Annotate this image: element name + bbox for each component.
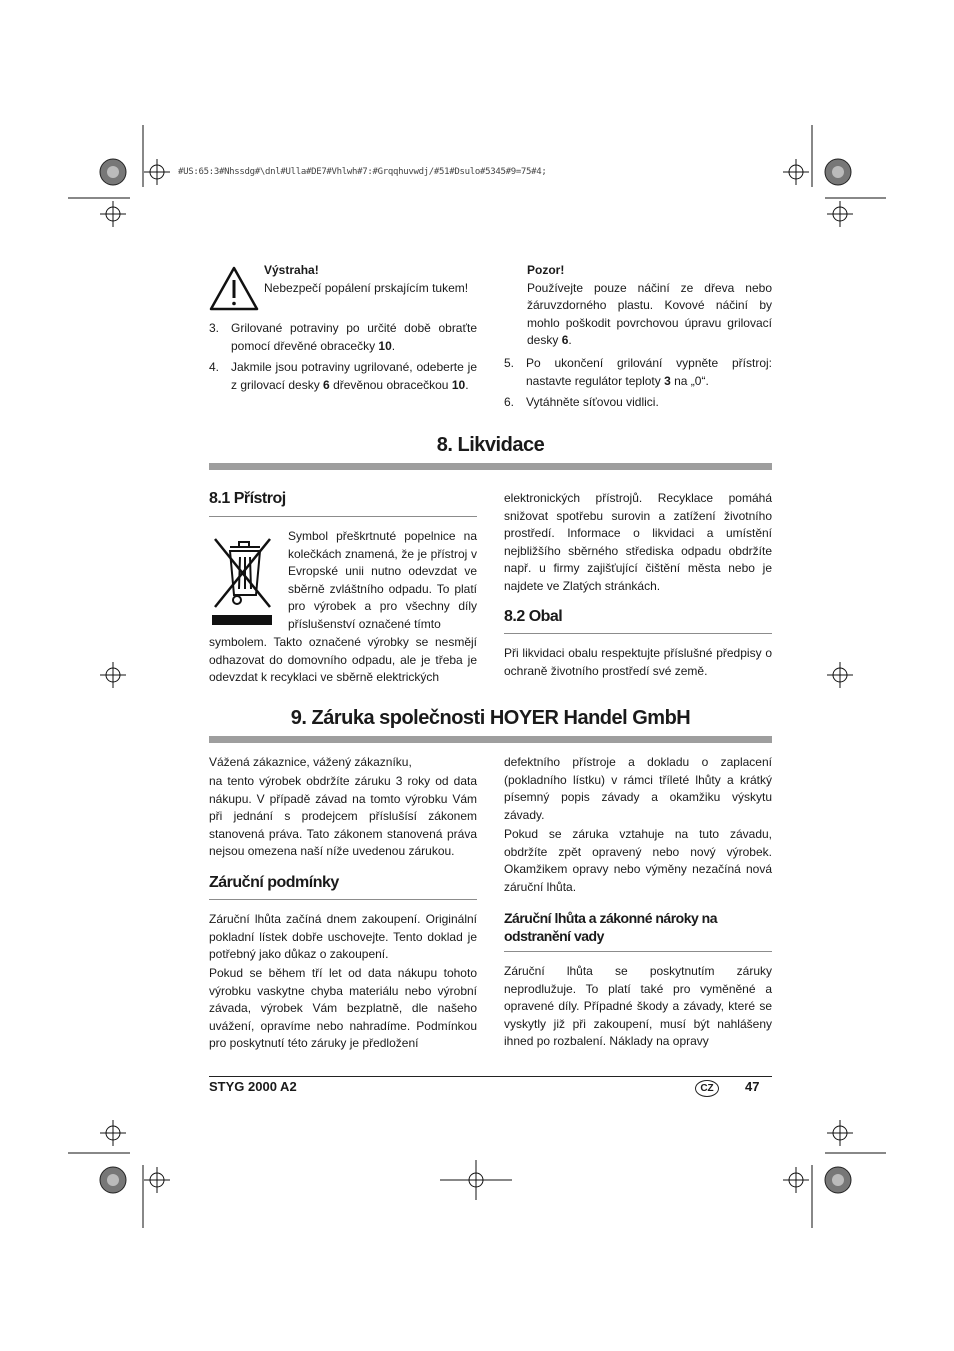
list-item: 5. Po ukončení grilování vypněte přístroj: nastavte regulátor teploty 3 na „0“. [504, 356, 772, 388]
subsection-8-1-title: 8.1 Přístroj [209, 490, 286, 507]
subsection-8-1-text-beside-icon: Symbol přeškrtnuté popelnice na kolečkách znamená, že je přístroj v Evropské unii nutno odevzdat ve sběrně zvláštního odpadu. To platí pro výrobek a pro všechny díly příslušenství označené tímto [288, 529, 477, 631]
list-item: 3. Grilované potraviny po určité době obraťte pomocí dřevěné obracečky 10. [209, 321, 477, 353]
list-item: 4. Jakmile jsou potraviny ugrilované, odeberte je z grilovací desky 6 dřevěnou obracečkou 10. [209, 360, 477, 392]
caution-text: Používejte pouze náčiní ze dřeva nebo žáruvzdorného plastu. Kovové náčiní by mohlo poškodit povrchovou úpravu grilovací desky 6. [527, 280, 772, 348]
subsection-8-1-text-full: symbolem. Takto označené výrobky se nesmějí odhazovat do domovního odpadu, ale je třeba je odevzdat k recyklaci ve sběrně elektrických [209, 635, 477, 685]
steps-right [504, 355, 772, 412]
warranty-col2-p2: Pokud se záruka vztahuje na tuto závadu, obdržíte zpět opravený nebo nový výrobek. Okamžikem opravy nebo výměny nezačíná nová záruční lhůta. [504, 827, 772, 894]
section-9-title: 9. Záruka společnosti HOYER Handel GmbH [290, 707, 691, 729]
warning-text: Nebezpečí popálení prskajícím tukem! [264, 280, 469, 295]
warranty-col2-p1: defektního přístroje a dokladu o zaplacení (pokladního lístku) v rámci tříleté lhůty a krátký písemný popis závady a okamžiku výskytu závady. [504, 755, 772, 822]
greeting: Vážená zákaznice, vážený zákazníku, [209, 755, 412, 769]
subsection-8-2-title: 8.2 Obal [504, 608, 563, 625]
page-number: 47 [745, 1079, 760, 1094]
language-badge: CZ [695, 1080, 719, 1097]
warranty-conditions-p2: Pokud se během tří let od data nákupu tohoto výrobku vaskytne chyba materiálu nebo výrobní závada, výrobek Vám bezplatně, dle našeho uvážení, opravíme nebo nahradíme. Podmínkou pro poskytnutí této záruky je předložení [209, 966, 477, 1051]
subsection-rule [504, 951, 772, 952]
warranty-period-title: Záruční lhůta a zákonné nároky na odstranění vady [504, 910, 718, 944]
list-item: 6. Vytáhněte síťovou vidlici. [504, 395, 659, 410]
subsection-rule [504, 633, 772, 634]
footer-model: STYG 2000 A2 [209, 1079, 297, 1094]
steps-left [209, 320, 477, 394]
warranty-period-text: Záruční lhůta se poskytnutím záruky neprodlužuje. To platí také pro vyměněné a opravené díly. Případné škody a závady, které se vyskytly již při zakoupení, musí být nahlášeny ihned po rozbalení. Náklady na opravy [504, 964, 772, 1049]
warranty-intro: na tento výrobek obdržíte záruku 3 roky od data nákupu. V případě závad na tomto výrobku Vám při jednání s prodejcem příslušísí zákonem stanovená práva. Tato zákonem stanovená práva nejsou omezena naší níže uvedenou zárukou. [209, 774, 477, 859]
section-divider [209, 736, 772, 743]
warning-title: Výstraha! [264, 263, 319, 277]
subsection-rule [209, 899, 477, 900]
subsection-8-2-text: Při likvidaci obalu respektujte příslušné předpisy o ochraně životního prostředí své země. [504, 646, 772, 678]
warning-note [264, 262, 478, 297]
print-code: #US:65:3#Nhssdg#\dnl#Ulla#DE7#Vhlwh#7:#Grqqhuvwdj/#51#Dsulo#5345#9=75#4; [178, 167, 547, 177]
subsection-rule [209, 516, 477, 517]
caution-title: Pozor! [527, 263, 565, 277]
caution-note [527, 262, 772, 350]
section-8-title: 8. Likvidace [436, 434, 545, 456]
footer-rule [209, 1076, 772, 1077]
subsection-8-1-text-col2: elektronických přístrojů. Recyklace pomáhá snižovat spotřebu surovin a zatížení životního prostředí. Informace o likvidaci a umístění nejbližšího sběrného střediska odpadu obdržíte např. u firmy zajišťující čištění města nebo je najdete ve Zlatých stránkách. [504, 491, 772, 593]
warranty-conditions-title: Záruční podmínky [209, 874, 339, 891]
crossed-out-bin-icon [210, 533, 274, 627]
warranty-conditions-p1: Záruční lhůta začíná dnem zakoupení. Originální pokladní lístek dobře uschovejte. Tento doklad je potřebný jako důkaz o zakoupení. [209, 912, 477, 962]
warning-triangle-icon [209, 266, 259, 311]
section-divider [209, 463, 772, 470]
